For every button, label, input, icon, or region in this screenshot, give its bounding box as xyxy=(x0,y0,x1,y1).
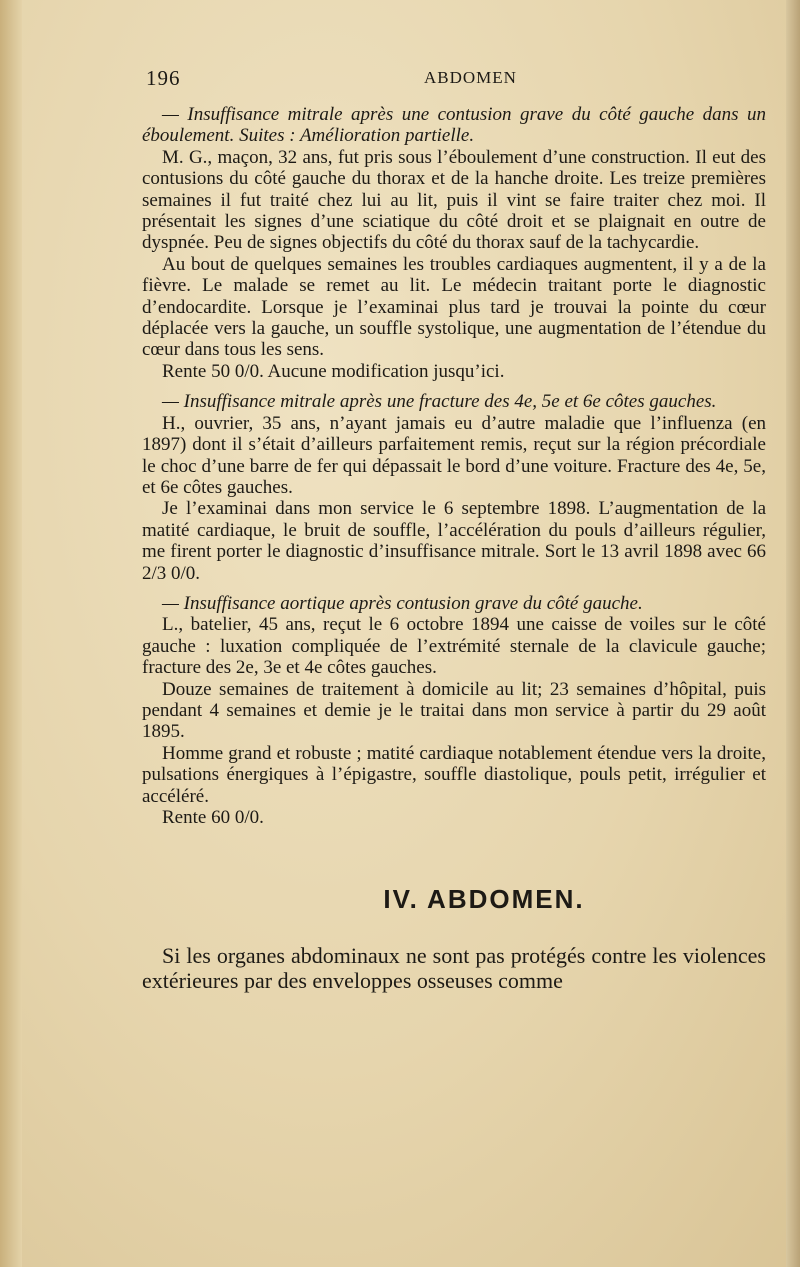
case-entry-2 xyxy=(142,391,766,584)
case-paragraph: Homme grand et robuste ; matité cardiaque notablement étendue vers la droite, pulsations énergiques à l’épigastre, souffle diastolique, pouls petit, irrégulier et accéléré. xyxy=(142,742,766,807)
case-paragraph: L., batelier, 45 ans, reçut le 6 octobre 1894 une caisse de voiles sur le côté gauche : luxation compliquée de l’extrémité sternale de la clavicule gauche; fracture des 2e, 3e et 4e côtes gauches. xyxy=(142,614,766,679)
case-paragraph: Rente 60 0/0. xyxy=(162,807,264,828)
case-heading: — Insuffisance mitrale après une fracture des 4e, 5e et 6e côtes gauches. xyxy=(162,391,717,413)
case-paragraph: Je l’examinai dans mon service le 6 septembre 1898. L’augmentation de la matité cardiaque, le bruit de souffle, l’accélération du pouls d’ailleurs régulier, me firent porter le diagnostic d’insuffisance mitrale. Sort le 13 avril 1898 avec 66 2/3 0/0. xyxy=(142,498,766,584)
page-header xyxy=(146,66,766,92)
case-paragraph: H., ouvrier, 35 ans, n’ayant jamais eu d’autre maladie que l’influenza (en 1897) dont il s’était d’ailleurs parfaitement remis, reçut sur la région précordiale le choc d’une barre de fer qui dépassait le bord d’une voiture. Fracture des 4e, 5e, et 6e côtes gauches. xyxy=(142,412,766,498)
case-heading: — Insuffisance mitrale après une contusion grave du côté gauche dans un éboulement. Suites : Amélioration partielle. xyxy=(142,104,766,147)
page-number: 196 xyxy=(146,66,181,90)
page-body xyxy=(142,104,766,993)
case-heading: — Insuffisance aortique après contusion grave du côté gauche. xyxy=(162,592,643,614)
case-paragraph: Au bout de quelques semaines les troubles cardiaques augmentent, il y a de la fièvre. Le malade se remet au lit. Le médecin traitant porte le diagnostic d’endocardite. Lorsque je l’examinai plus tard je trouvai la pointe du cœur déplacée vers la gauche, un souffle systolique, une augmentation de l’étendue du cœur dans tous les sens. xyxy=(142,253,766,361)
case-paragraph: M. G., maçon, 32 ans, fut pris sous l’éboulement d’une construction. Il eut des contusions du côté gauche du thorax et de la hanche droite. Les treize premières semaines il fut traité chez lui au lit, puis il vint se faire traiter chez moi. Il présentait les signes d’une sciatique du côté droit et se plaignait en outre de dyspnée. Peu de signes objectifs du côté du thorax sauf de la tachycardie. xyxy=(142,146,766,254)
section-paragraph: Si les organes abdominaux ne sont pas protégés contre les violences extérieures par des enveloppes osseuses comme xyxy=(142,943,766,994)
case-entry-1 xyxy=(142,104,766,382)
page-gutter-shadow xyxy=(0,0,22,1267)
page-edge-shadow xyxy=(786,0,800,1267)
case-entry-3 xyxy=(142,593,766,828)
running-head: ABDOMEN xyxy=(424,68,517,87)
section-title: IV. ABDOMEN. xyxy=(383,884,585,915)
case-paragraph: Rente 50 0/0. Aucune modification jusqu’ici. xyxy=(162,360,505,382)
case-paragraph: Douze semaines de traitement à domicile au lit; 23 semaines d’hôpital, puis pendant 4 semaines et demie je le traitai dans mon service à partir du 29 août 1895. xyxy=(142,678,766,743)
